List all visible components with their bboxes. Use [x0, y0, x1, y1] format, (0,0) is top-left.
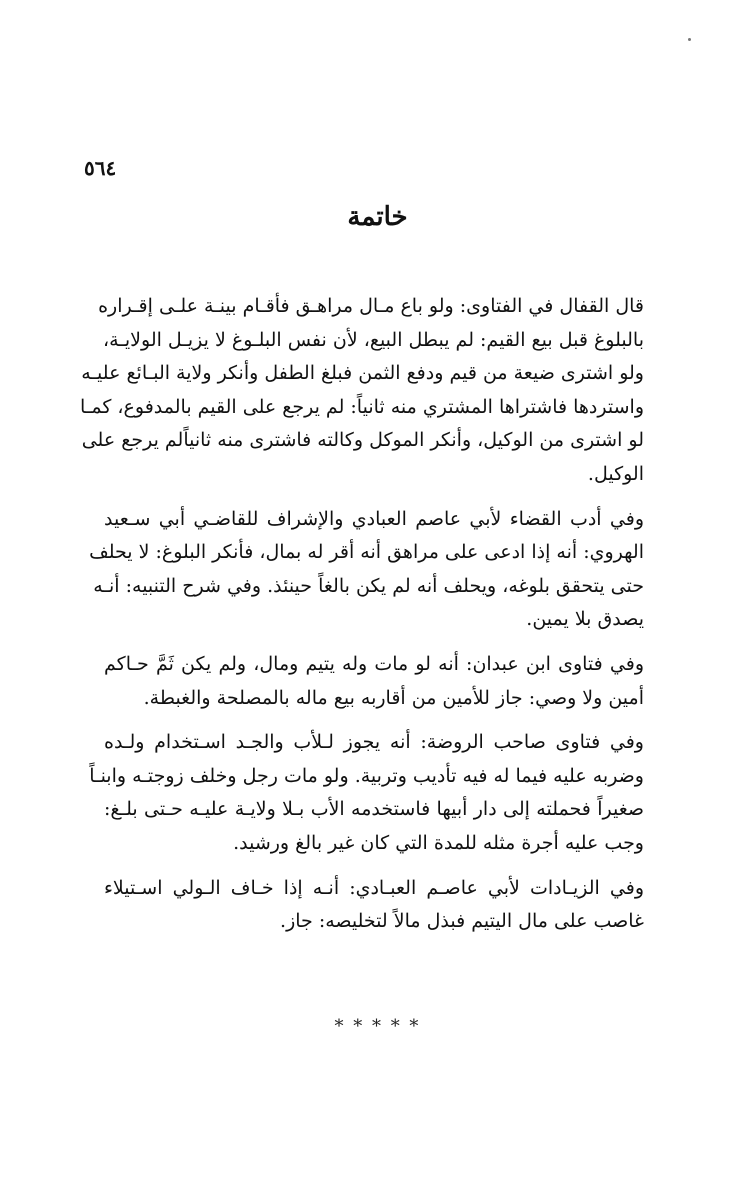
page-title: خاتمة: [347, 202, 408, 232]
paragraph-5: [104, 872, 644, 940]
paragraph-2: [89, 503, 644, 638]
text-line: وجب عليه أجرة مثله للمدة التي كان غير بالغ ورشيد.: [233, 831, 644, 854]
text-line: لو اشترى من الوكيل، وأنكر الموكل وكالته فاشترى منه ثانياًلم يرجع على: [81, 429, 644, 452]
text-line: حتى يتحقق بلوغه، ويحلف أنه لم يكن بالغاً حينئذ. وفي شرح التنبيه: أنـه: [93, 574, 644, 597]
text-line: غاصب على مال اليتيم فبذل مالاً لتخليصه: جاز.: [280, 910, 644, 933]
text-line: صغيراً فحملته إلى دار أبيها فاستخدمه الأب بـلا ولايـة عليـه حـتى بلـغ:: [104, 798, 644, 821]
text-line: وفي فتاوى صاحب الروضة: أنه يجوز لـلأب والجـد اسـتخدام ولـده: [104, 731, 644, 754]
page-number: ٥٦٤: [84, 156, 117, 180]
paragraph-4: [89, 726, 644, 861]
text-line: أمين ولا وصي: جاز للأمين من أقاربه بيع ماله بالمصلحة والغبطة.: [143, 686, 644, 709]
text-line: قال القفال في الفتاوى: ولو باع مـال مراهـق فأقـام بينـة علـى إقـراره: [98, 295, 644, 317]
text-line: وفي فتاوى ابن عبدان: أنه لو مات وله يتيم ومال، ولم يكن ثَمَّ حـاكم: [104, 652, 644, 675]
text-line: الهروي: أنه إذا ادعى على مراهق أنه أقر له بمال، فأنكر البلوغ: لا يحلف: [89, 541, 644, 564]
end-mark: * * * * *: [334, 1016, 421, 1037]
text-line: وفي أدب القضاء لأبي عاصم العبادي والإشراف للقاضـي أبي سـعيد: [104, 507, 644, 530]
text-line: وفي الزيـادات لأبي عاصـم العبـادي: أنـه إذا خـاف الـولي اسـتيلاء: [104, 876, 644, 899]
text-line: واستردها فاشتراها المشتري منه ثانياً: لم يرجع على القيم بالمدفوع، كمـا: [80, 395, 644, 418]
paragraph-3: [104, 648, 644, 716]
body-text: [80, 290, 644, 940]
paragraph-1: [80, 290, 644, 493]
text-line: وضربه عليه فيما له فيه تأديب وتربية. ولو مات رجل وخلف زوجتـه وابنـاً: [89, 764, 644, 787]
scan-dot: [688, 38, 691, 41]
text-line: ولو اشترى ضيعة من قيم ودفع الثمن فبلغ الطفل وأنكر ولاية البـائع عليـه: [81, 362, 644, 385]
text-line: يصدق بلا يمين.: [526, 608, 644, 631]
text-line: الوكيل.: [587, 462, 644, 485]
text-line: بالبلوغ قبل بيع القيم: لم يبطل البيع، لأن نفس البلـوغ لا يزيـل الولايـة،: [103, 328, 644, 351]
